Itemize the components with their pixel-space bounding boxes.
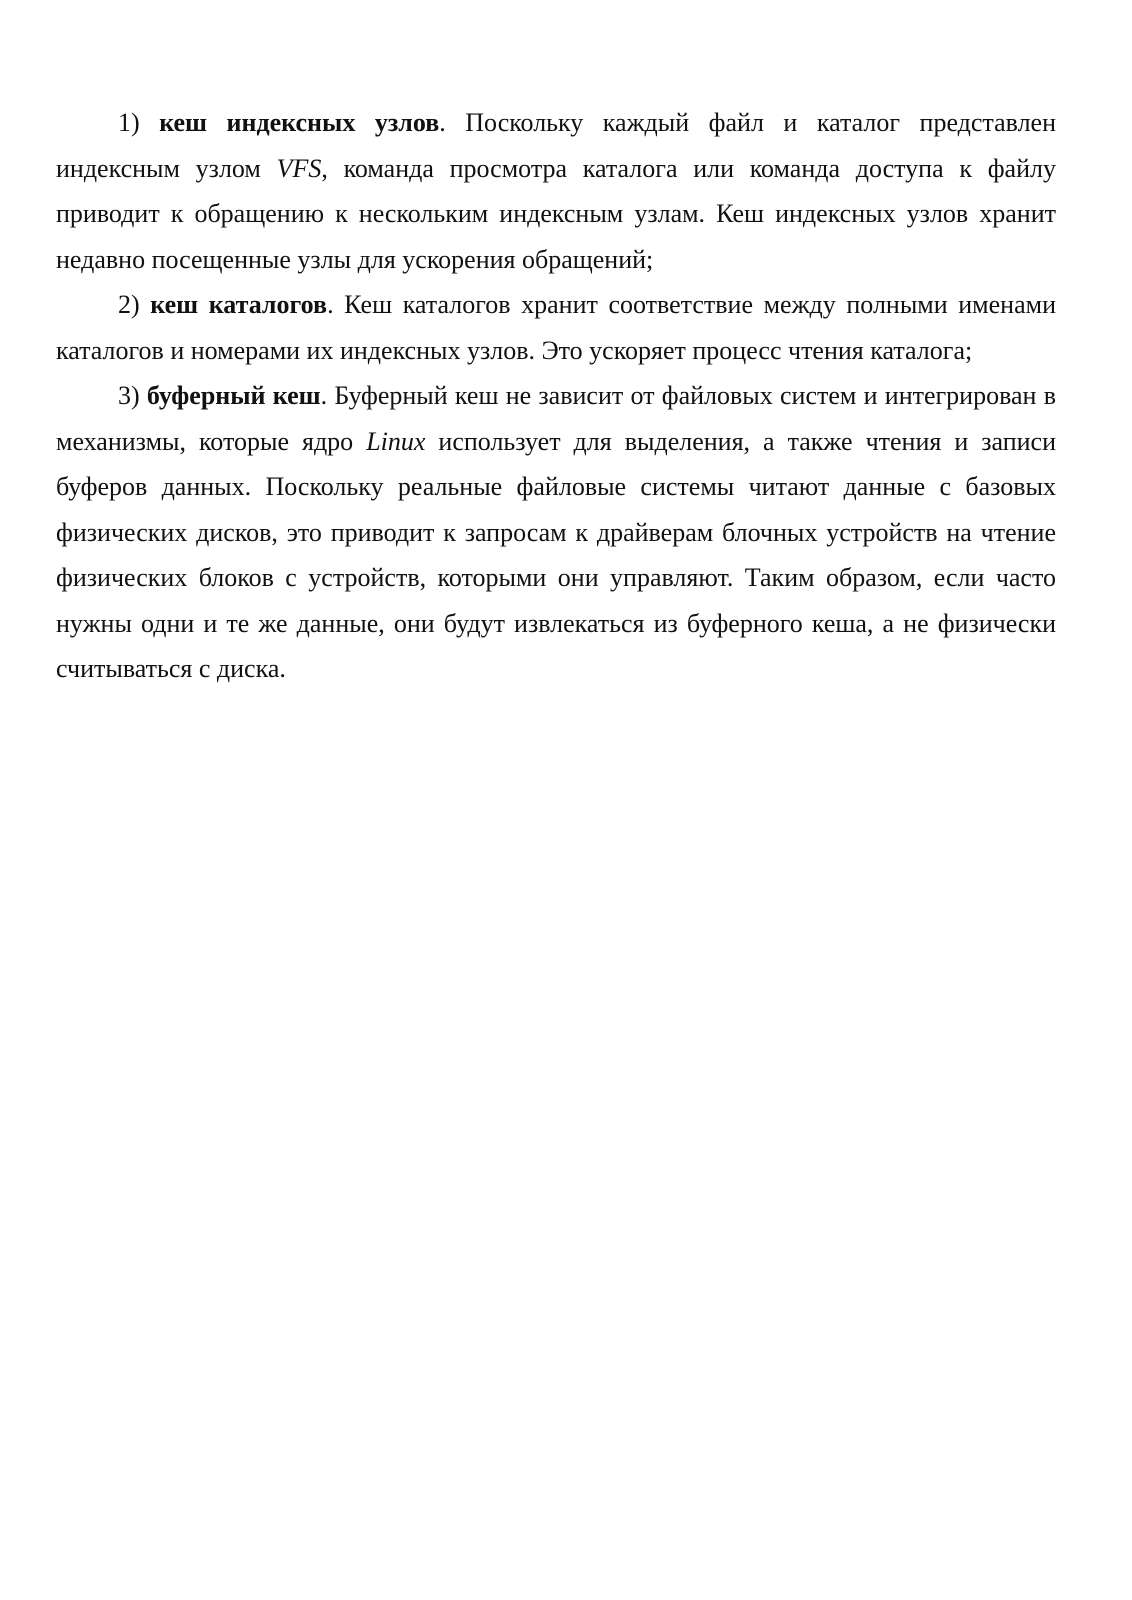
item-term: кеш каталогов bbox=[150, 290, 328, 319]
list-item-directory-cache bbox=[56, 282, 1056, 373]
item-number: 3) bbox=[118, 381, 140, 410]
document-body bbox=[56, 100, 1056, 692]
item-text-continued: , команда просмотра каталога или команда доступа к файлу приводит к обращению к нескольким индексным узлам. Кеш индексных узлов хранит недавно посещенные узлы для ускорения обращений; bbox=[56, 153, 1056, 274]
item-number: 1) bbox=[118, 108, 140, 137]
item-italic-term: VFS bbox=[276, 153, 322, 183]
list-item-buffer-cache bbox=[56, 373, 1056, 692]
item-text: . Кеш каталогов хранит соответствие между полными именами каталогов и номерами их индексных узлов. Это ускоряет процесс чтения каталога; bbox=[56, 290, 1056, 365]
item-number: 2) bbox=[118, 290, 140, 319]
list-item-inode-cache bbox=[56, 100, 1056, 282]
item-italic-term: Linux bbox=[366, 426, 426, 456]
item-term: кеш индексных узлов bbox=[159, 108, 440, 137]
item-text-continued: использует для выделения, а также чтения и записи буферов данных. Поскольку реальные файловые системы читают данные с базовых физических дисков, это приводит к запросам к драйверам блочных устройств на чтение физических блоков с устройств, которыми они управляют. Таким образом, если часто нужны одни и те же данные, они будут извлекаться из буферного кеша, а не физически считываться с диска. bbox=[56, 426, 1057, 683]
item-term: буферный кеш bbox=[146, 381, 321, 410]
item-text: . Буферный кеш не зависит от файловых систем и интегрирован в механизмы, которые ядро bbox=[56, 381, 1056, 456]
item-text: . Поскольку каждый файл и каталог представлен индексным узлом bbox=[56, 108, 1057, 183]
